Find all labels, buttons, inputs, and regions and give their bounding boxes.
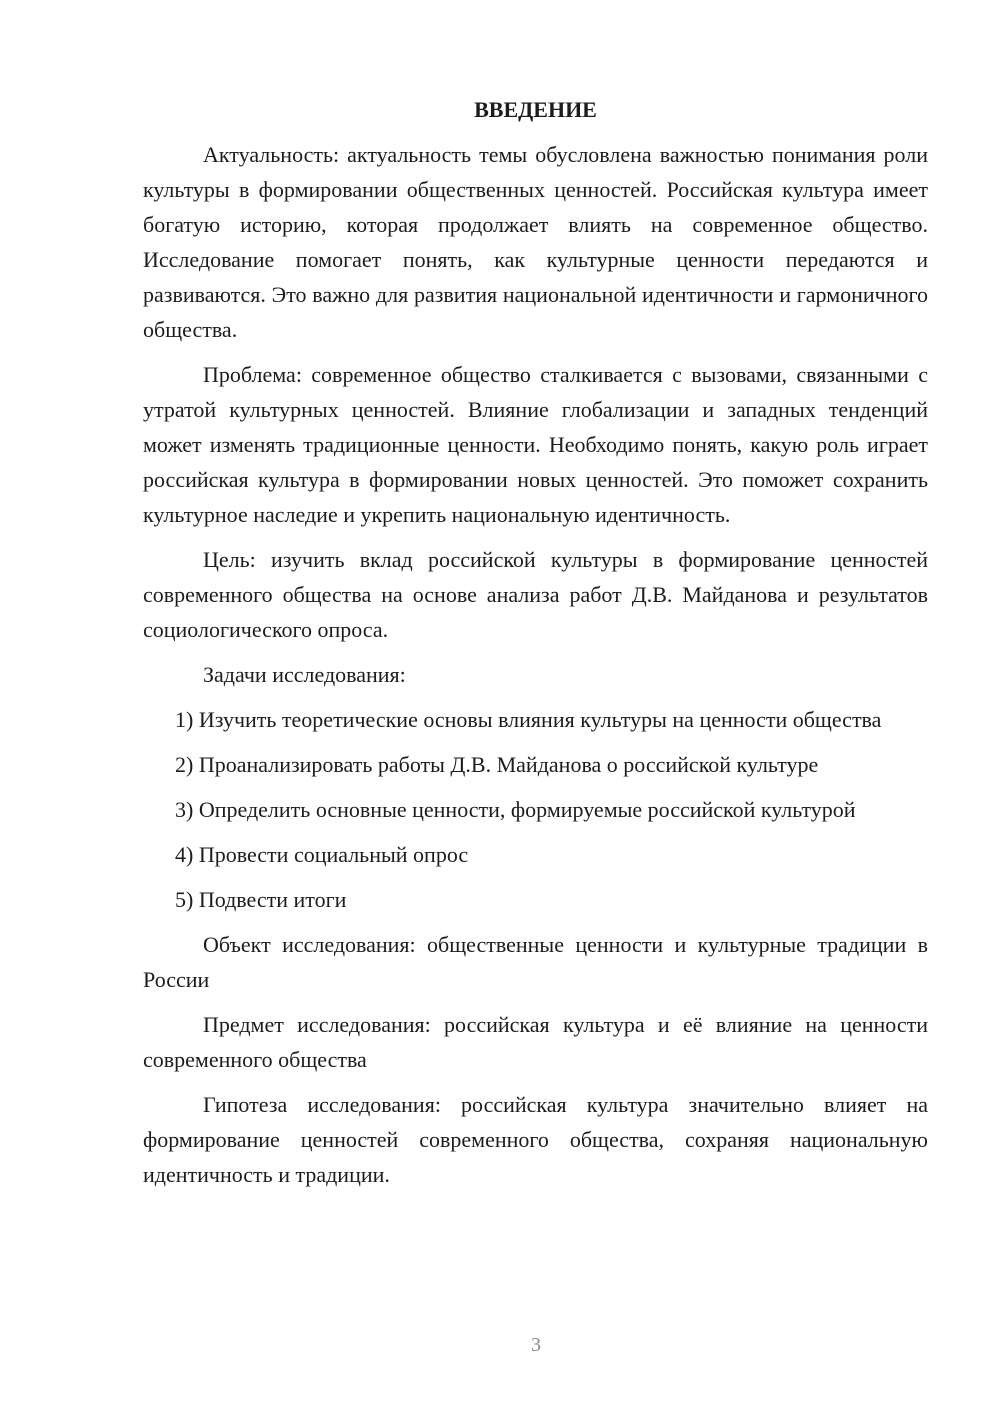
section-title: ВВЕДЕНИЕ <box>474 97 597 122</box>
task-item: 1) Изучить теоретические основы влияния культуры на ценности общества <box>175 707 882 732</box>
problem-paragraph: Проблема: современное общество сталкивается с вызовами, связанными с утратой культурных ценностей. Влияние глобализации и западных тенденций может изменять традиционные ценности. Необходимо понять, какую роль играет российская культура в формировании новых ценностей. Это поможет сохранить культурное наследие и укрепить национальную идентичность. <box>143 362 928 527</box>
document-page <box>143 92 928 1192</box>
object-paragraph: Объект исследования: общественные ценности и культурные традиции в России <box>143 932 928 992</box>
subject-paragraph: Предмет исследования: российская культура и её влияние на ценности современного общества <box>143 1012 928 1072</box>
goal-paragraph: Цель: изучить вклад российской культуры в формирование ценностей современного общества на основе анализа работ Д.В. Майданова и результатов социологического опроса. <box>143 547 928 642</box>
page-number: 3 <box>531 1334 541 1356</box>
task-item: 2) Проанализировать работы Д.В. Майданова о российской культуре <box>175 752 819 777</box>
task-item: 4) Провести социальный опрос <box>175 842 469 867</box>
tasks-heading: Задачи исследования: <box>203 662 406 687</box>
hypothesis-paragraph: Гипотеза исследования: российская культура значительно влияет на формирование ценностей современного общества, сохраняя национальную идентичность и традиции. <box>143 1092 928 1187</box>
relevance-paragraph: Актуальность: актуальность темы обусловлена важностью понимания роли культуры в формировании общественных ценностей. Российская культура имеет богатую историю, которая продолжает влиять на современное общество. Исследование помогает понять, как культурные ценности передаются и развиваются. Это важно для развития национальной идентичности и гармоничного общества. <box>143 142 928 342</box>
task-item: 5) Подвести итоги <box>175 887 347 912</box>
task-item: 3) Определить основные ценности, формируемые российской культурой <box>175 797 856 822</box>
